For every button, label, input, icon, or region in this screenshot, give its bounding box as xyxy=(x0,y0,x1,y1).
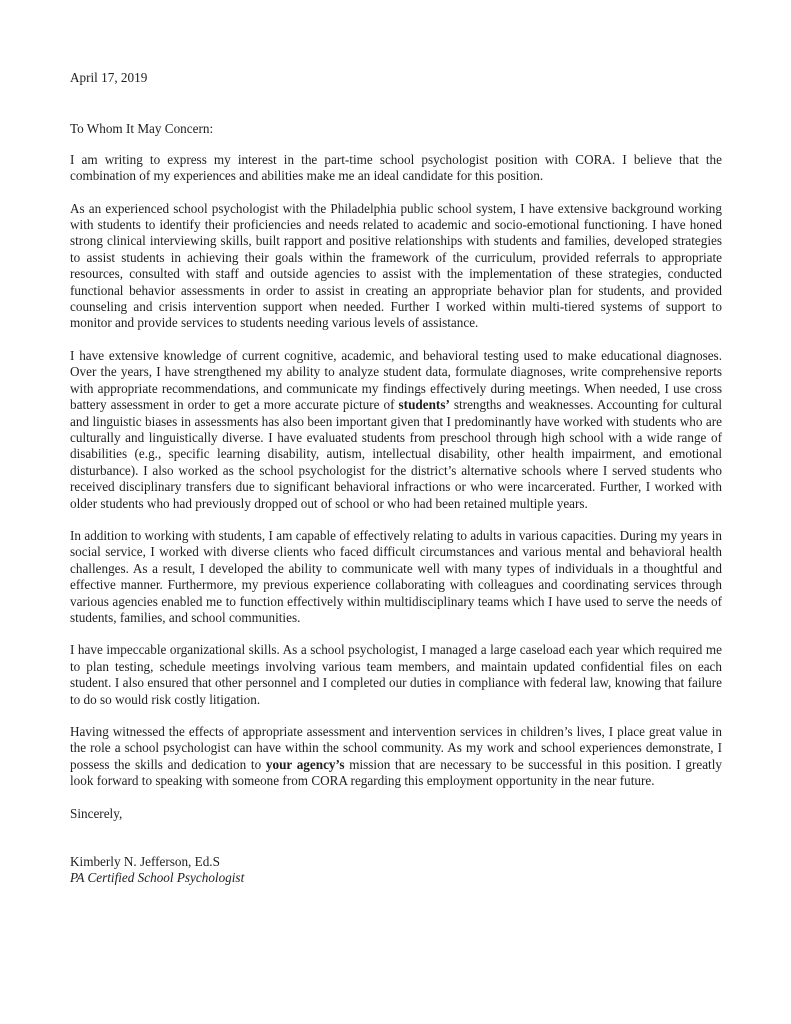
signature-name: Kimberly N. Jefferson, Ed.S xyxy=(70,854,220,870)
paragraph-assessment xyxy=(70,348,722,512)
letter-salutation: To Whom It May Concern: xyxy=(70,121,214,137)
paragraph-conclusion-text-1: Having witnessed the effects of appropriate assessment and intervention services in children’s lives, I place great value in the role a school psychologist can have within the school community. As my work and school experiences demonstrate, I possess the skills and dedication to xyxy=(70,724,722,772)
signature-title: PA Certified School Psychologist xyxy=(70,870,245,886)
paragraph-adults xyxy=(70,528,722,626)
paragraph-experience xyxy=(70,201,722,332)
paragraph-assessment-text-1: I have extensive knowledge of current cognitive, academic, and behavioral testing used to make educational diagnoses. Over the years, I have strengthened my ability to analyze student data, formulate diagnoses, write comprehensive reports with appropriate recommendations, and communicate my findings effectively during meetings. When needed, I use cross battery assessment in order to get a more accurate picture of xyxy=(70,347,722,413)
paragraph-assessment-bold-students: students’ xyxy=(398,397,450,413)
paragraph-assessment-text-2: strengths and weaknesses. Accounting for cultural and linguistic biases in assessments has also been important given that I predominantly have worked with students who are culturally and linguistically diverse. I have evaluated students from preschool through high school with a wide range of disabilities (e.g., specific learning disability, autism, intellectual disability, other health impairment, and emotional disturbance). I also worked as the school psychologist for the district’s alternative schools where I served students who received disciplinary transfers due to significant behavioral infractions or who were incarcerated. Further, I worked with older students who had previously dropped out of school or who had been retained multiple years. xyxy=(70,397,722,511)
paragraph-intro xyxy=(70,152,722,185)
paragraph-conclusion-bold-agency: your agency’s xyxy=(265,756,345,772)
paragraph-experience-text: As an experienced school psychologist with the Philadelphia public school system, I have extensive background working with students to identify their proficiencies and needs related to academic and socio-emotional functioning. I have honed strong clinical interviewing skills, built rapport and positive relationships with students and families, developed strategies to assist students in achieving their goals within the framework of the curriculum, provided referrals to appropriate resources, consulted with staff and outside agencies to assist with the implementation of these strategies, conducted functional behavior assessments in order to assist in creating an appropriate behavior plan for students, and provided counseling and crisis intervention support when needed. Further I worked within multi-tiered systems of support to monitor and provide services to students needing various levels of assistance. xyxy=(70,200,722,331)
paragraph-adults-text: In addition to working with students, I am capable of effectively relating to adults in various capacities. During my years in social service, I worked with diverse clients who faced difficult circumstances and various mental and behavioral health challenges. As a result, I developed the ability to communicate well with many types of individuals in a thoughtful and effective manner. Furthermore, my previous experience collaborating with colleagues and coordinating services through various agencies enabled me to function effectively within multidisciplinary teams which I have used to serve the needs of students, families, and school communities. xyxy=(70,527,722,625)
paragraph-conclusion xyxy=(70,724,722,790)
paragraph-intro-text: I am writing to express my interest in the part-time school psychologist position with CORA. I believe that the combination of my experiences and abilities make me an ideal candidate for this position. xyxy=(70,151,722,184)
paragraph-organization-text: I have impeccable organizational skills. As a school psychologist, I managed a large caseload each year which required me to plan testing, schedule meetings involving various team members, and maintain updated confidential files on each student. I also ensured that other personnel and I completed our duties in compliance with federal law, knowing that failure to do so would risk costly litigation. xyxy=(70,642,722,707)
paragraph-conclusion-text-2: mission that are necessary to be successful in this position. I greatly look forward to speaking with someone from CORA regarding this employment opportunity in the near future. xyxy=(70,756,722,789)
letter-date: April 17, 2019 xyxy=(70,70,148,85)
letter-closing: Sincerely, xyxy=(70,805,123,821)
paragraph-organization xyxy=(70,642,722,708)
